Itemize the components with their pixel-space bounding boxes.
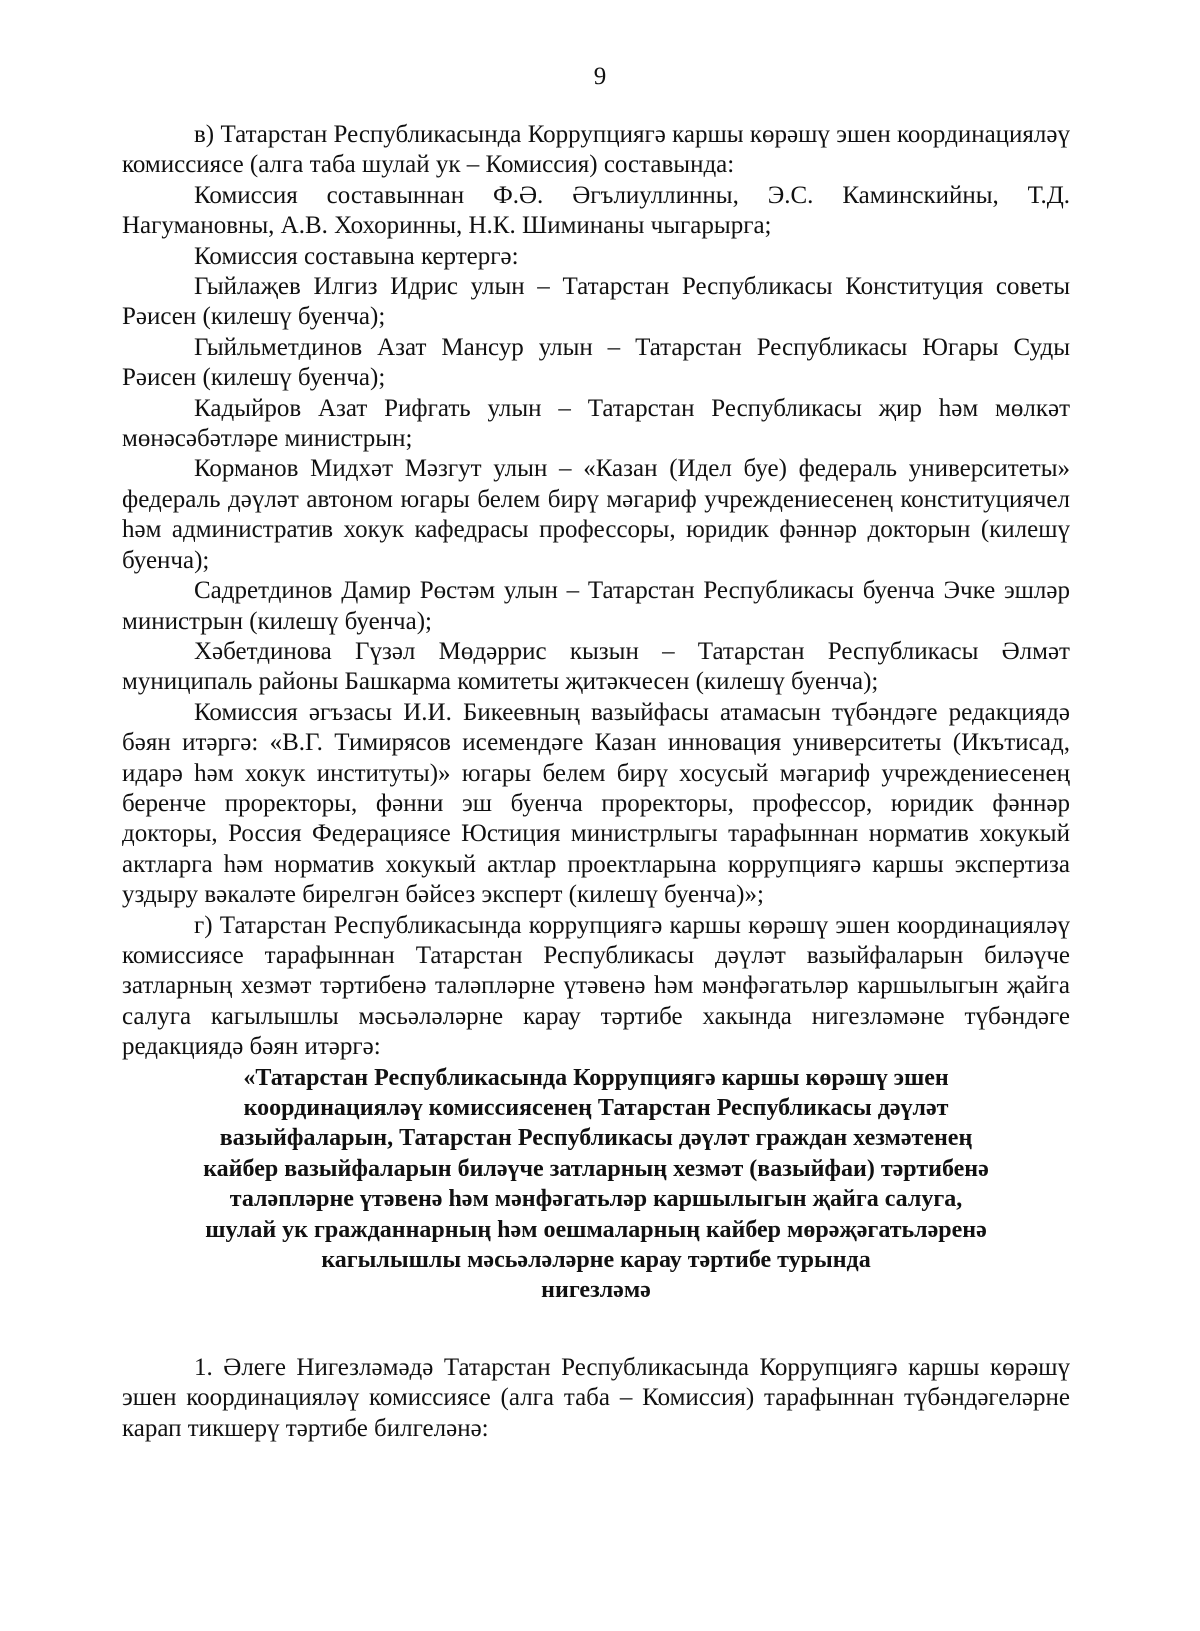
regulation-heading-line: кайбер вазыйфаларын биләүче затларның хезмәт (вазыйфаи) тәртибенә	[203, 1155, 989, 1182]
regulation-heading	[122, 1063, 1070, 1306]
paragraph-member-khabetdinova: Хәбетдинова Гүзәл Мөдәррис кызын – Татарстан Республикасы Әлмәт муниципаль районы Башкарма комитеты җитәкчесен (килешү буенча);	[122, 637, 1070, 696]
paragraph-member-sadretdinov: Садретдинов Дамир Рөстәм улын – Татарстан Республикасы буенча Эчке эшләр министрын (килешү буенча);	[122, 577, 1070, 635]
paragraph-member-giylmetdinov: Гыйльметдинов Азат Мансур улын – Татарстан Республикасы Югары Суды Рәисен (килешү буенча);	[122, 333, 1070, 392]
paragraph-regulation-item-1: 1. Әлеге Нигезләмәдә Татарстан Республикасында Коррупциягә каршы көрәшү эшен координацияләү комиссиясе (алга таба – Комиссия) тарафыннан түбәндәгеләрне карап тикшерү тәртибе билгеләнә:	[122, 1354, 1070, 1442]
paragraph-member-kormanov: Корманов Мидхәт Мәзгут улын – «Казан (Идел буе) федераль университеты» федераль дәүләт автоном югары белем бирү мәгариф учреждениесенең конституциячел һәм административ хокук кафедрасы профессоры, юридик фәннәр докторын (килешү буенча);	[122, 455, 1070, 574]
paragraph-member-kadyirov: Кадыйров Азат Рифгать улын – Татарстан Республикасы җир һәм мөлкәт мөнәсәбәтләре министрын;	[122, 394, 1070, 453]
paragraph-member-giylazhev: Гыйлаҗев Илгиз Идрис улын – Татарстан Республикасы Конституция советы Рәисен (килешү буенча);	[122, 273, 1070, 331]
regulation-heading-line: «Татарстан Республикасында Коррупциягә каршы көрәшү эшен	[243, 1064, 949, 1091]
regulation-heading-line: нигезләмә	[541, 1277, 651, 1304]
regulation-heading-line: шулай ук гражданнарның һәм оешмаларның кайбер мөрәҗәгатьләренә	[205, 1216, 987, 1243]
regulation-heading-line: таләпләрне үтәвенә һәм мәнфәгатьләр каршылыгын җайга салуга,	[229, 1186, 963, 1213]
paragraph-item-v-intro: в) Татарстан Республикасында Коррупциягә каршы көрәшү эшен координацияләү комиссиясе (алга таба шулай ук – Комиссия) составында:	[122, 121, 1070, 179]
regulation-heading-line: координацияләү комиссиясенең Татарстан Республикасы дәүләт	[243, 1095, 949, 1121]
regulation-heading-line: кагылышлы мәсьәләләрне карау тәртибе турында	[321, 1247, 871, 1274]
paragraph-item-g-intro: г) Татарстан Республикасында коррупциягә каршы көрәшү эшен координацияләү комиссиясе тарафыннан Татарстан Республикасы дәүләт вазыйфаларын биләүче затларның хезмәт тәртибенә таләпләрне үтәвенә һәм мәнфәгатьләр каршылыгын җайга салуга кагылышлы мәсьәләләрне карау тәртибе хакында нигезләмәне түбәндәге редакциядә бәян итәргә:	[122, 911, 1070, 1061]
paragraph-bikeev-position: Комиссия әгъзасы И.И. Бикеевның вазыйфасы атамасын түбәндәге редакциядә бәян итәргә: «В.Г. Тимирясов исемендәге Казан инновация университеты (Икътисад, идарә һәм хокук институты)» югары белем бирү хосусый мәгариф учреждениесенең беренче проректоры, фәнни эш буенча проректоры, профессор, юридик фәннәр докторы, Россия Федерациясе Юстиция министрлыгы тарафыннан норматив хокукый актларга һәм норматив хокукый актлар проектларына коррупциягә каршы экспертиза уздыру вәкаләте бирелгән бәйсез эксперт (килешү буенча)»;	[122, 698, 1070, 909]
document-body	[122, 120, 1070, 1306]
regulation-body	[122, 1353, 1070, 1444]
paragraph-remove-members: Комиссия составыннан Ф.Ә. Әгълиуллинны, Э.С. Каминскийны, Т.Д. Нагумановны, А.В. Хохоринны, Н.К. Шиминаны чыгарырга;	[122, 181, 1070, 240]
paragraph-add-members-intro: Комиссия составына кертергә:	[194, 242, 519, 270]
regulation-heading-line: вазыйфаларын, Татарстан Республикасы дәүләт граждан хезмәтенең	[219, 1125, 973, 1152]
page-number: 9	[593, 63, 607, 90]
